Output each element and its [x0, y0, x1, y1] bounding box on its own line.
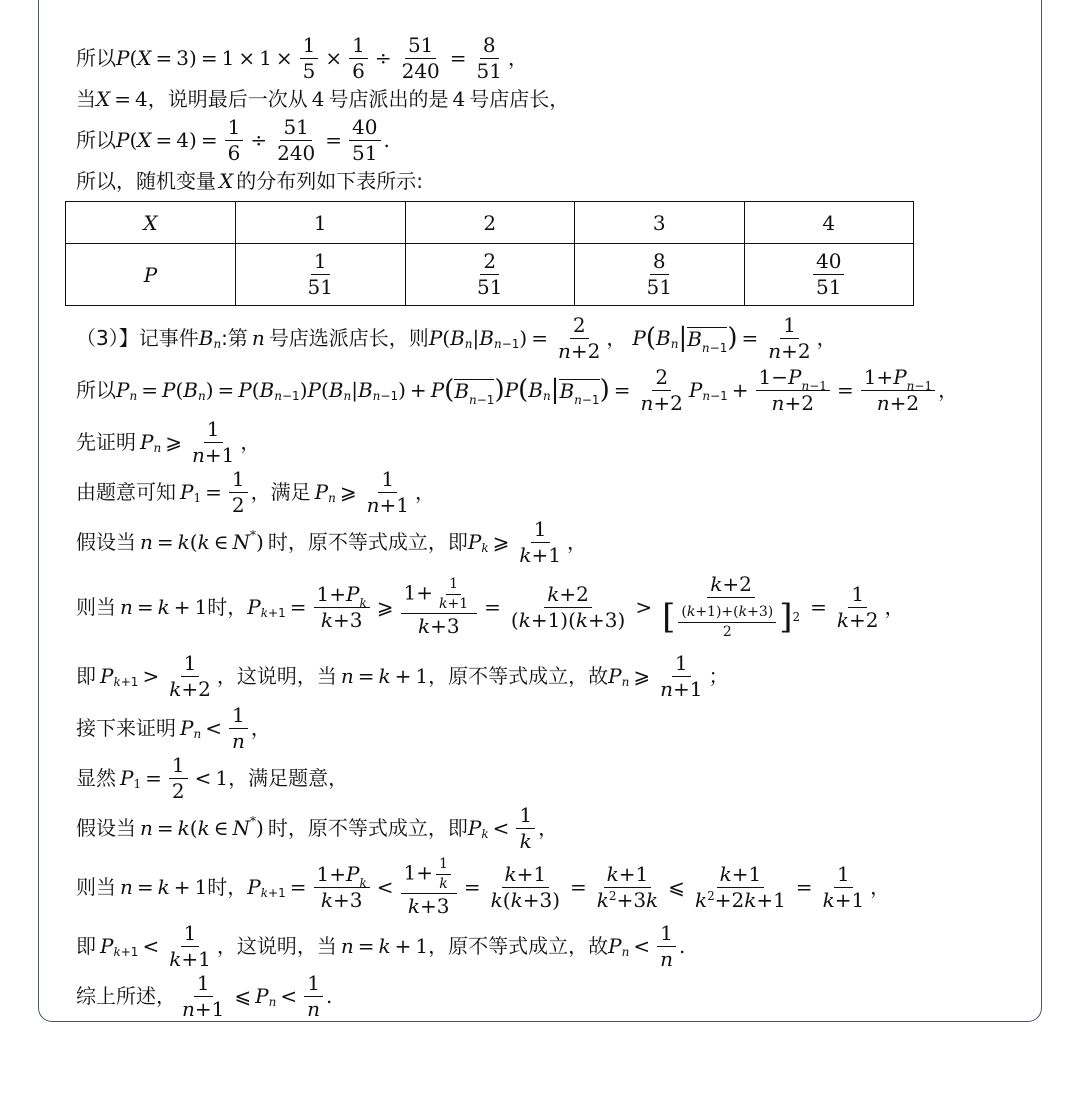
- line-p1-upper: 显然 P 1 = $\frac{1}{2}$ < 1 ，满足题意，: [76, 752, 349, 803]
- line-distribution-intro: 所以， 随机变量 X 的分布列如下表所示:: [76, 169, 423, 193]
- distribution-table: [65, 201, 914, 306]
- table-cell: 4: [744, 202, 914, 244]
- line-hyp-lower: 假设当 n = k ( k ∈ N * ) 时 ，原不等式成立，即 P k ⩾ $\frac{1}{k+1}$ ，: [76, 516, 587, 567]
- line-induction-lower: 则当 n = k + 1 时， P k+1 = $\frac{1+P_k}{k+3}$ ⩾ 1+ $\frac{1}{k+1}$ k+3 = $\frac{k+2}{(k+1)(k+3)}$ > k+2 [ $\frac{(k+1)+(k+3)}{2}$ ]$^2$ = $\frac{1}{k+2}$ ，: [76, 572, 905, 641]
- table-row: [66, 244, 914, 306]
- line-induction-upper: 则当 n = k + 1 时， P k+1 = $\frac{1+P_k}{k+3}$ < 1+ $\frac{1}{k}$ k+3 = $\frac{k+1}{k(k+3)}$ = $\frac{k+1}{k^2+3k}$ ⩽ $\frac{k+1}{k^2+2k+1}$ = $\frac{1}{k+1}$ ，: [76, 855, 891, 919]
- table-cell: $\frac{40}{51}$: [744, 244, 914, 306]
- table-header-x: X: [66, 202, 236, 244]
- line-prove-lower: 先证明 P n ⩾ $\frac{1}{n+1}$ ，: [76, 416, 261, 467]
- line-summary: 综上所述， $\frac{1}{n+1}$ ⩽ P n < $\frac{1}{n}$ .: [76, 970, 333, 1021]
- line-x4-case: 当 X = 4 ，说明最后一次从 4 号店派出的是 4 号店店长，: [76, 87, 570, 111]
- line-px4: 所以 P ( X = 4) = $\frac{1}{6}$ ÷ $\frac{51}{240}$ = $\frac{40}{51}$ .: [76, 114, 390, 165]
- line-conclude-lower: 即 P k+1 > $\frac{1}{k+2}$ ，这说明，当 n = k + 1 ，原不等式成立，故 P n ⩾ $\frac{1}{n+1}$ ；: [76, 650, 729, 701]
- table-cell: $\frac{8}{51}$: [575, 244, 745, 306]
- line-pn-formula: 所以 P n = P ( B n ) = P ( B n−1 ) P ( B n | B n−1 ) + P ( $B_{n-1}$ ) P ( B n | $B_{n-1}$ ) = $\frac{2}{n+2}$ P n−1 + $\frac{1-P_{n-1}}{n+2}$ = $\frac{1+P_{n-1}}{n+2}$ ，: [76, 364, 959, 415]
- line-px3: 所以 P ( X = 3) = 1 × 1 × $\frac{1}{5}$ × $\frac{1}{6}$ ÷ $\frac{51}{240}$ = $\frac{8}{51}$ ，: [76, 32, 528, 83]
- line-conclude-upper: 即 P k+1 < $\frac{1}{k+1}$ ，这说明，当 n = k + 1 ，原不等式成立，故 P n < $\frac{1}{n}$ .: [76, 920, 686, 971]
- line-hyp-upper: 假设当 n = k ( k ∈ N * ) 时 ，原不等式成立，即 P k < $\frac{1}{k}$ ，: [76, 802, 559, 853]
- line-p1-lower: 由题意可知 P 1 = $\frac{1}{2}$ ，满足 P n ⩾ $\frac{1}{n+1}$ ，: [76, 466, 435, 517]
- table-cell: $\frac{2}{51}$: [405, 244, 575, 306]
- table-cell: 1: [236, 202, 406, 244]
- table-cell: $\frac{1}{51}$: [236, 244, 406, 306]
- line-prove-upper: 接下来证明 P n < $\frac{1}{n}$ ，: [76, 702, 271, 753]
- table-header-p: P: [66, 244, 236, 306]
- table-cell: 2: [405, 202, 575, 244]
- line-part3-event: （3）】记事件 B n :第 n 号店选派店长，则 P ( B n | B n−1 ) = $\frac{2}{n+2}$ ， P ( B n | $B_{n-1}$ ) = $\frac{1}{n+2}$ ，: [76, 312, 837, 363]
- table-row: [66, 202, 914, 244]
- table-cell: 3: [575, 202, 745, 244]
